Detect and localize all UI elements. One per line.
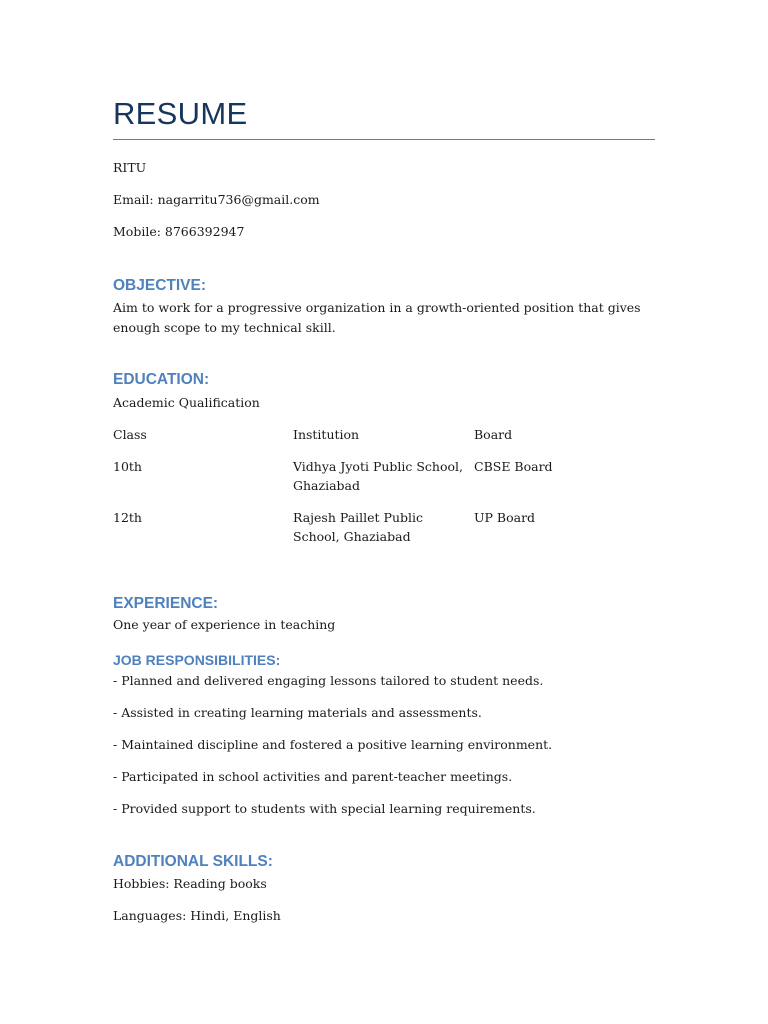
contact-mobile: Mobile: 8766392947 <box>113 224 245 239</box>
objective-heading: OBJECTIVE: <box>113 277 207 294</box>
table-header-board: Board <box>474 427 513 442</box>
table-header-institution: Institution <box>293 427 360 442</box>
skills-hobbies: Hobbies: Reading books <box>113 876 267 891</box>
responsibilities-heading: JOB RESPONSIBILITIES: <box>113 652 281 668</box>
table-header-class: Class <box>113 427 147 442</box>
list-item: - Provided support to students with special learning requirements. <box>113 801 536 816</box>
education-heading: EDUCATION: <box>113 371 210 388</box>
skills-heading: ADDITIONAL SKILLS: <box>113 853 273 870</box>
contact-name: RITU <box>113 160 147 175</box>
table-cell-class: 12th <box>113 510 142 525</box>
table-cell-board: CBSE Board <box>474 459 553 474</box>
list-item: - Assisted in creating learning materials and assessments. <box>113 705 482 720</box>
list-item: - Planned and delivered engaging lessons tailored to student needs. <box>113 673 544 688</box>
education-subtitle: Academic Qualification <box>113 395 260 410</box>
contact-email: Email: nagarritu736@gmail.com <box>113 192 320 207</box>
skills-languages: Languages: Hindi, English <box>113 908 281 923</box>
table-cell-board: UP Board <box>474 510 536 525</box>
experience-heading: EXPERIENCE: <box>113 595 219 612</box>
table-cell-institution: Rajesh Paillet Public School, Ghaziabad <box>293 510 424 544</box>
table-cell-class: 10th <box>113 459 142 474</box>
table-cell-institution: Vidhya Jyoti Public School, Ghaziabad <box>293 459 464 493</box>
title-divider <box>113 139 655 140</box>
objective-text: Aim to work for a progressive organization in a growth-oriented position that gives enough scope to my technical skill. <box>113 300 641 335</box>
page-title: RESUME <box>113 96 248 131</box>
experience-text: One year of experience in teaching <box>113 617 336 632</box>
list-item: - Maintained discipline and fostered a positive learning environment. <box>113 737 553 752</box>
list-item: - Participated in school activities and parent-teacher meetings. <box>113 769 513 784</box>
